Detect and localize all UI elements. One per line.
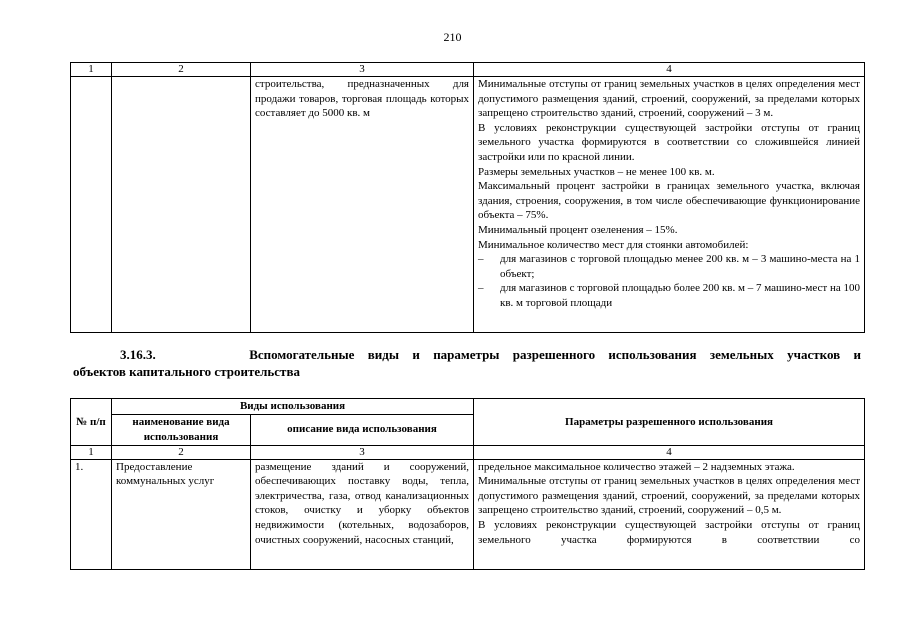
param-text: Минимальные отступы от границ земельных участков в целях определения мест допустимого размещения зданий, строений, сооружений, за пределами которых запрещено строительство зданий, строений, сооружений – 3 м. [478,78,860,120]
table-row [71,459,865,569]
section-heading [73,346,861,380]
section-title: Вспомогательные виды и параметры разрешенного использования земельных участков и [249,347,862,362]
col-number: 4 [474,445,865,459]
param-text: Минимальное количество мест для стоянки автомобилей: [478,238,749,251]
section-number: 3.16.3. [120,347,156,362]
param-text: Минимальный процент озеленения – 15%. [478,223,678,236]
dash-marker: – [478,282,484,295]
cell-num: 1. [71,459,112,569]
col-number: 4 [474,63,865,77]
cell-params [474,459,865,569]
list-item-text: для магазинов с торговой площадью менее 200 кв. м – 3 машино-места на 1 объект; [500,253,860,280]
section-heading-line2: объектов капитального строительства [73,364,300,379]
col-number: 1 [71,63,112,77]
cell-params [474,77,865,333]
param-text: В условиях реконструкции существующей застройки отступы от границ земельного участка формируются в соответствии со [478,518,861,546]
column-number-row [71,63,865,77]
param-text: предельное максимальное количество этажей – 2 надземных этажа. [478,460,795,473]
header-description: описание вида использования [251,414,474,445]
table-row [71,77,865,333]
cell-name [112,77,251,333]
header-num: № п/п [71,399,112,446]
cell-description: размещение зданий и сооружений, обеспечивающих поставку воды, тепла, электричества, газа, отвод канализационных стоков, очистку и уборку объектов недвижимости (котельных, водозаборов, очистных сооружений, насосных станций, [251,459,474,569]
cell-num [71,77,112,333]
list-item-text: для магазинов с торговой площадью более 200 кв. м – 7 машино-мест на 100 кв. м торговой площади [500,282,860,309]
param-text: В условиях реконструкции существующей застройки отступы от границ земельного участка формируются в соответствии со сложившейся линией застройки или по красной линии. [478,121,860,163]
cell-description: строительства, предназначенных для продажи товаров, торговая площадь которых составляет до 5000 кв. м [251,77,474,333]
list-item [478,252,860,281]
param-text: Максимальный процент застройки в границах земельного участка, включая здания, строения, сооружения, в том числе обеспечивающие функционирование объекта – 75%. [478,180,860,222]
col-number: 3 [251,445,474,459]
col-number: 2 [112,445,251,459]
cell-name: Предоставление коммунальных услуг [112,459,251,569]
header-row [71,399,865,415]
param-text: Размеры земельных участков – не менее 100 кв. м. [478,165,715,178]
column-number-row [71,445,865,459]
header-name: наименование вида использования [112,414,251,445]
auxiliary-uses-table [70,398,865,570]
dash-marker: – [478,253,484,266]
col-number: 1 [71,445,112,459]
header-types: Виды использования [112,399,474,415]
list-item [478,281,860,310]
page-number: 210 [443,30,462,44]
header-params: Параметры разрешенного использования [474,399,865,446]
col-number: 2 [112,63,251,77]
continuation-table [70,62,865,333]
col-number: 3 [251,63,474,77]
section-heading-line1 [73,346,861,363]
param-text: Минимальные отступы от границ земельных участков в целях определения мест допустимого размещения зданий, строений, сооружений, за пределами которых запрещено строительство зданий, строений, сооружений – 0,5 м. [478,475,861,517]
